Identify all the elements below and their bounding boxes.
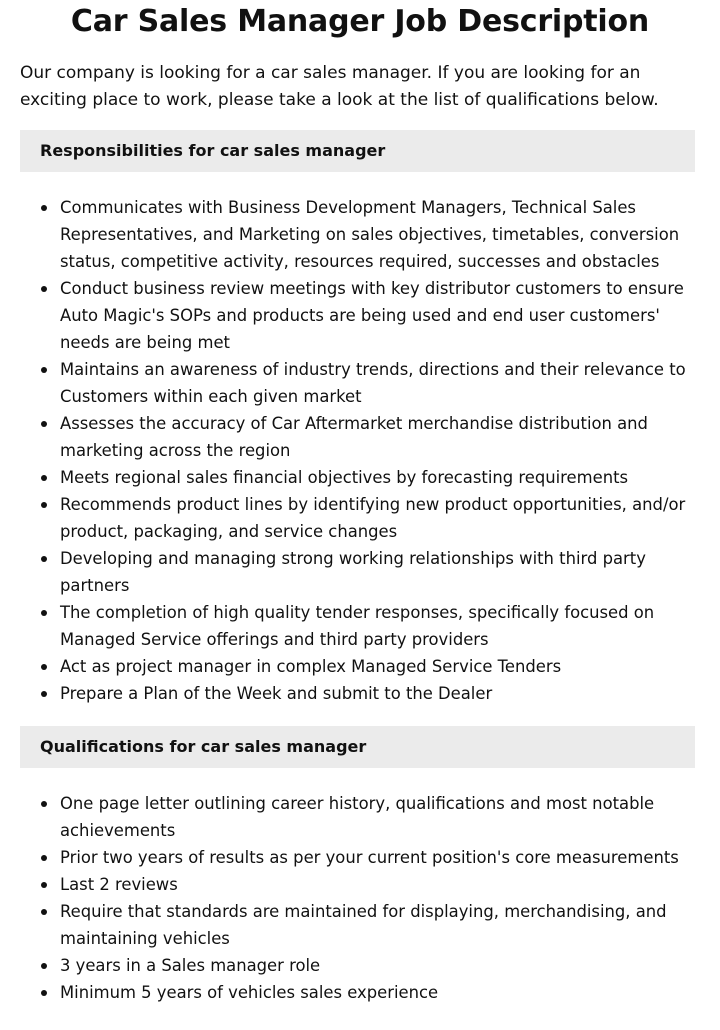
list-item-text: Maintains an awareness of industry trends, directions and their relevance to Customers within each given market [60,360,686,406]
list-item [60,194,686,275]
list-item [60,680,686,707]
list-item-text: The completion of high quality tender responses, specifically focused on Managed Service offerings and third party providers [60,603,655,649]
list-item [60,653,686,680]
bullet-icon [41,421,47,427]
bullet-icon [41,909,47,915]
list-item-text: Prior two years of results as per your current position's core measurements [60,848,679,867]
bullet-icon [41,691,47,697]
list-item [60,491,686,545]
list-item-text: Last 2 reviews [60,875,178,894]
bullet-icon [41,502,47,508]
responsibilities-heading: Responsibilities for car sales manager [20,130,695,172]
list-item-text: Conduct business review meetings with key distributor customers to ensure Auto Magic's SOPs and products are being used and end user customers' needs are being met [60,279,684,352]
list-item-text: Minimum 5 years of vehicles sales experience [60,983,439,1002]
list-item [60,545,686,599]
bullet-icon [41,664,47,670]
bullet-icon [41,882,47,888]
list-item-text: Developing and managing strong working relationships with third party partners [60,549,646,595]
bullet-icon [41,610,47,616]
list-item [60,871,686,898]
bullet-icon [41,205,47,211]
list-item-text: Recommends product lines by identifying new product opportunities, and/or product, packaging, and service changes [60,495,686,541]
bullet-icon [41,367,47,373]
bullet-icon [41,990,47,996]
list-item [60,599,686,653]
intro-paragraph: Our company is looking for a car sales manager. If you are looking for an exciting place to work, please take a look at the list of qualifications below. [20,63,659,110]
qualifications-heading: Qualifications for car sales manager [20,726,695,768]
list-item [60,410,686,464]
list-item [60,790,686,844]
bullet-icon [41,475,47,481]
page-title: Car Sales Manager Job Description [70,4,650,39]
list-item-text: Prepare a Plan of the Week and submit to the Dealer [60,684,493,703]
list-item-text: One page letter outlining career history, qualifications and most notable achievements [60,794,655,840]
qualifications-list [20,790,700,1006]
list-item-text: Meets regional sales financial objectives by forecasting requirements [60,468,629,487]
list-item [60,979,686,1006]
list-item [60,275,686,356]
bullet-icon [41,556,47,562]
bullet-icon [41,963,47,969]
bullet-icon [41,855,47,861]
list-item-text: 3 years in a Sales manager role [60,956,321,975]
responsibilities-list [20,194,700,707]
list-item [60,356,686,410]
list-item [60,952,686,979]
list-item [60,844,686,871]
list-item-text: Require that standards are maintained for displaying, merchandising, and maintaining vehicles [60,902,667,948]
bullet-icon [41,801,47,807]
list-item-text: Assesses the accuracy of Car Aftermarket merchandise distribution and marketing across the region [60,414,648,460]
list-item [60,898,686,952]
bullet-icon [41,286,47,292]
list-item-text: Communicates with Business Development Managers, Technical Sales Representatives, and Marketing on sales objectives, timetables, conversion status, competitive activity, resources required, successes and obstacles [60,198,680,271]
list-item-text: Act as project manager in complex Managed Service Tenders [60,657,562,676]
list-item [60,464,686,491]
